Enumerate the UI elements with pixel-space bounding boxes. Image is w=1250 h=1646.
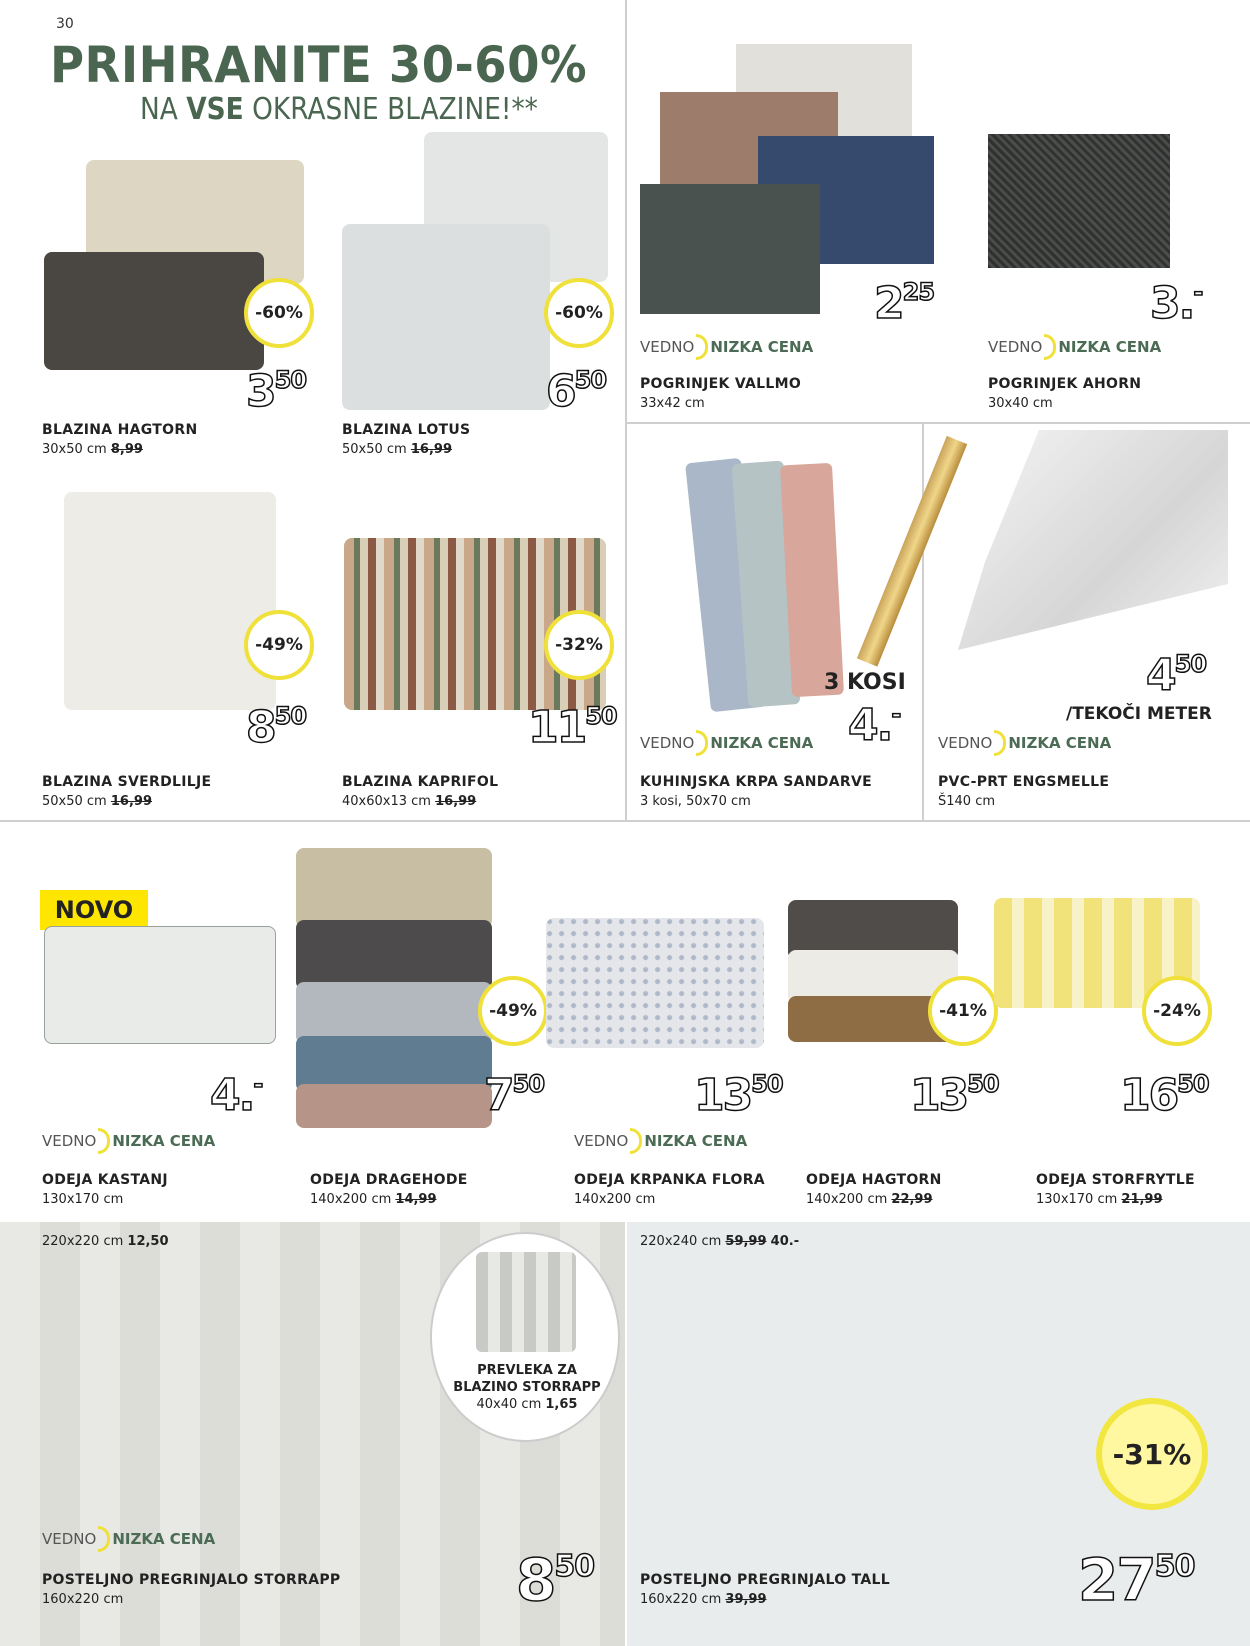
pack-label: 3 KOSI: [824, 670, 906, 695]
discount-badge: -60%: [244, 278, 314, 348]
product-name: ODEJA STORFRYTLE: [1036, 1172, 1195, 1188]
divider: [625, 422, 1250, 424]
vedno-nizka-cena-logo: VEDNO NIZKA CENA: [938, 730, 1111, 756]
discount-badge: -49%: [478, 976, 548, 1046]
pillow-hagtorn-image: [44, 252, 264, 370]
pillow-sverdlilje-image: [64, 492, 276, 710]
blanket-dragehode-pink-image: [296, 1084, 492, 1128]
price: 4.-: [848, 700, 901, 751]
vedno-nizka-cena-logo: VEDNO NIZKA CENA: [42, 1128, 215, 1154]
product-name: ODEJA HAGTORN: [806, 1172, 942, 1188]
product-dims: Š140 cm: [938, 794, 996, 809]
pillow-cover-label: PREVLEKA ZA BLAZINO STORRAPP 40x40 cm 1,65: [453, 1363, 601, 1412]
placemat-ahorn-image: [988, 134, 1170, 268]
product-dims: 30x50 cm 8,99: [42, 442, 143, 457]
product-dims: 33x42 cm: [640, 396, 705, 411]
divider: [0, 820, 1250, 822]
product-dims: 50x50 cm 16,99: [42, 794, 152, 809]
product-name: BLAZINA KAPRIFOL: [342, 774, 499, 790]
page-number: 30: [56, 16, 74, 32]
price: 4.-: [210, 1070, 263, 1121]
pillow-lotus-image: [342, 224, 550, 410]
product-name: ODEJA KRPANKA FLORA: [574, 1172, 765, 1188]
product-name: POGRINJEK VALLMO: [640, 376, 802, 392]
product-name: PVC-PRT ENGSMELLE: [938, 774, 1110, 790]
vedno-nizka-cena-logo: VEDNO NIZKA CENA: [640, 334, 813, 360]
vedno-nizka-cena-logo: VEDNO NIZKA CENA: [574, 1128, 747, 1154]
product-dims: 50x50 cm 16,99: [342, 442, 452, 457]
alt-size-price: 220x220 cm 12,50: [42, 1234, 169, 1249]
placemat-vallmo-image: [640, 184, 820, 314]
price: $27^{50}$: [1078, 1546, 1195, 1614]
subheadline: NA VSE OKRASNE BLAZINE!**: [140, 92, 538, 127]
divider: [625, 1222, 627, 1646]
price: $8^{50}$: [516, 1546, 595, 1614]
price: $13^{50}$: [694, 1070, 783, 1121]
discount-badge: -41%: [928, 976, 998, 1046]
product-dims: 130x170 cm: [42, 1192, 124, 1207]
divider: [625, 0, 627, 820]
blanket-flora-image: [546, 918, 764, 1048]
new-tag: NOVO: [40, 890, 148, 930]
product-dims: 140x200 cm 14,99: [310, 1192, 437, 1207]
price: $2^{25}$: [874, 278, 935, 329]
price: $3^{50}$: [246, 366, 307, 417]
discount-badge: -49%: [244, 610, 314, 680]
product-name: BLAZINA HAGTORN: [42, 422, 198, 438]
product-name: ODEJA KASTANJ: [42, 1172, 168, 1188]
product-name: KUHINJSKA KRPA SANDARVE: [640, 774, 872, 790]
blanket-dragehode-beige-image: [296, 848, 492, 928]
pillow-cover-image: [476, 1252, 576, 1352]
price: $11^{50}$: [528, 702, 617, 753]
vedno-nizka-cena-logo: VEDNO NIZKA CENA: [988, 334, 1161, 360]
pillow-cover-circle: [430, 1232, 620, 1442]
price: $13^{50}$: [910, 1070, 999, 1121]
product-name: ODEJA DRAGEHODE: [310, 1172, 468, 1188]
discount-badge: -24%: [1142, 976, 1212, 1046]
product-dims: 30x40 cm: [988, 396, 1053, 411]
discount-badge: -31%: [1102, 1404, 1202, 1504]
vedno-nizka-cena-logo: VEDNO NIZKA CENA: [640, 730, 813, 756]
product-dims: 140x200 cm 22,99: [806, 1192, 933, 1207]
price: $6^{50}$: [546, 366, 607, 417]
product-name: POSTELJNO PREGRINJALO TALL: [640, 1572, 890, 1588]
product-dims: 130x170 cm 21,99: [1036, 1192, 1163, 1207]
towel-pink-image: [780, 463, 844, 697]
product-dims: 160x220 cm: [42, 1592, 124, 1607]
price: $4^{50}$: [1146, 650, 1207, 701]
product-dims: 40x60x13 cm 16,99: [342, 794, 477, 809]
price: $8^{50}$: [246, 702, 307, 753]
headline: PRIHRANITE 30-60%: [50, 36, 588, 94]
blanket-dragehode-grey-image: [296, 982, 492, 1044]
product-name: BLAZINA LOTUS: [342, 422, 471, 438]
discount-badge: -60%: [544, 278, 614, 348]
blanket-dragehode-dark-image: [296, 920, 492, 990]
alt-size-price: 220x240 cm 59,99 40.-: [640, 1234, 800, 1249]
product-dims: 160x220 cm 39,99: [640, 1592, 767, 1607]
product-dims: 3 kosi, 50x70 cm: [640, 794, 751, 809]
price-unit: /TEKOČI METER: [1066, 704, 1212, 724]
price: $16^{50}$: [1120, 1070, 1209, 1121]
product-name: BLAZINA SVERDLILJE: [42, 774, 212, 790]
tablecloth-image: [958, 430, 1228, 650]
discount-badge: -32%: [544, 610, 614, 680]
blanket-kastanj-image: [44, 926, 276, 1044]
divider: [922, 422, 924, 820]
price: $7^{50}$: [484, 1070, 545, 1121]
price: 3.-: [1150, 278, 1203, 329]
vedno-nizka-cena-logo: VEDNO NIZKA CENA: [42, 1526, 215, 1552]
tablecloth-roll-image: [857, 436, 967, 667]
product-name: POSTELJNO PREGRINJALO STORRAPP: [42, 1572, 341, 1588]
product-name: POGRINJEK AHORN: [988, 376, 1142, 392]
product-dims: 140x200 cm: [574, 1192, 656, 1207]
